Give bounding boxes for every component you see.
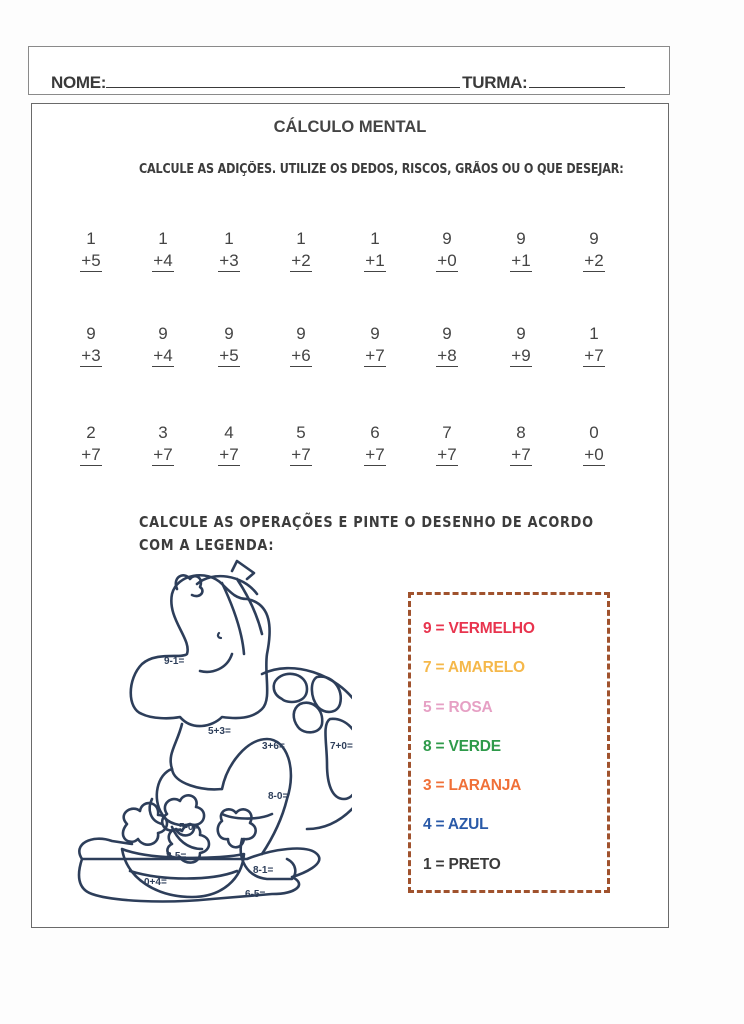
addend-bottom: +0	[584, 445, 604, 464]
op-label: 6-5=	[245, 889, 266, 900]
addition-problem	[209, 228, 249, 272]
addition-problem	[281, 422, 321, 466]
addend-bottom: +7	[584, 346, 604, 365]
op-label: 8-5=	[166, 851, 187, 862]
addition-problem	[209, 422, 249, 466]
addition-problem	[71, 323, 111, 367]
addition-problem	[355, 422, 395, 466]
addition-problem	[427, 323, 467, 367]
addend-bottom: +3	[81, 346, 101, 365]
addend-top: 7	[442, 423, 452, 442]
addition-problem	[143, 422, 183, 466]
legend-item-vermelho: 9 = VERMELHO	[423, 620, 535, 637]
addend-top: 8	[516, 423, 526, 442]
name-line	[51, 72, 625, 93]
worksheet-title: CÁLCULO MENTAL	[273, 118, 427, 136]
addend-bottom: +4	[153, 346, 173, 365]
addend-bottom: +2	[291, 251, 311, 270]
addend-top: 5	[296, 423, 306, 442]
addition-problem	[574, 228, 614, 272]
addition-problem	[427, 228, 467, 272]
op-label: 9-1=	[164, 656, 185, 667]
addend-top: 1	[224, 229, 234, 248]
addition-problem	[281, 228, 321, 272]
addend-top: 1	[370, 229, 380, 248]
addition-problem	[501, 228, 541, 272]
addition-problem	[501, 422, 541, 466]
op-label: 0+4=	[144, 877, 167, 888]
header-box	[28, 46, 670, 95]
legend-item-rosa: 5 = ROSA	[423, 699, 493, 716]
addend-top: 9	[589, 229, 599, 248]
addend-top: 9	[86, 324, 96, 343]
name-label: NOME:	[51, 73, 107, 92]
class-label: TURMA:	[462, 73, 528, 92]
addend-top: 9	[516, 324, 526, 343]
addend-top: 9	[296, 324, 306, 343]
addend-top: 9	[158, 324, 168, 343]
legend-item-azul: 4 = AZUL	[423, 816, 489, 833]
addition-problem	[501, 323, 541, 367]
addend-bottom: +9	[511, 346, 531, 365]
addend-top: 9	[516, 229, 526, 248]
legend-item-amarelo: 7 = AMARELO	[423, 659, 525, 676]
turtle-coloring-drawing[interactable]	[72, 559, 352, 914]
addend-top: 0	[589, 423, 599, 442]
worksheet-box	[31, 103, 669, 928]
addition-problem	[71, 228, 111, 272]
addend-bottom: +7	[437, 445, 457, 464]
addend-top: 9	[442, 229, 452, 248]
addend-top: 9	[442, 324, 452, 343]
addend-top: 4	[224, 423, 234, 442]
addend-bottom: +7	[291, 445, 311, 464]
addition-problem	[574, 323, 614, 367]
addend-bottom: +7	[219, 445, 239, 464]
legend-item-laranja: 3 = LARANJA	[423, 777, 522, 794]
addend-top: 1	[86, 229, 96, 248]
addend-top: 1	[296, 229, 306, 248]
addend-top: 9	[370, 324, 380, 343]
addend-top: 1	[158, 229, 168, 248]
addend-top: 2	[86, 423, 96, 442]
op-label: 3+6=	[262, 741, 285, 752]
addend-bottom: +7	[365, 445, 385, 464]
addend-top: 1	[589, 324, 599, 343]
addition-problem	[143, 228, 183, 272]
legend-item-preto: 1 = PRETO	[423, 856, 501, 873]
name-blank-field[interactable]	[106, 72, 460, 88]
addend-bottom: +1	[511, 251, 531, 270]
op-label: 8-0=	[268, 791, 289, 802]
addend-top: 3	[158, 423, 168, 442]
op-label: 5-0=	[179, 822, 200, 833]
addition-problem	[209, 323, 249, 367]
addition-problem	[71, 422, 111, 466]
addend-bottom: +5	[81, 251, 101, 270]
addition-problem	[574, 422, 614, 466]
addend-bottom: +7	[365, 346, 385, 365]
addend-bottom: +6	[291, 346, 311, 365]
addend-bottom: +8	[437, 346, 457, 365]
op-label: 8-1=	[253, 865, 274, 876]
color-legend-box	[408, 592, 610, 893]
addend-bottom: +2	[584, 251, 604, 270]
addend-bottom: +7	[81, 445, 101, 464]
addend-bottom: +1	[365, 251, 385, 270]
addend-bottom: +0	[437, 251, 457, 270]
addend-top: 6	[370, 423, 380, 442]
addition-problem	[355, 228, 395, 272]
addition-problem	[143, 323, 183, 367]
class-blank-field[interactable]	[529, 72, 625, 88]
legend-item-verde: 8 = VERDE	[423, 738, 501, 755]
addend-bottom: +7	[153, 445, 173, 464]
addition-instruction: CALCULE AS ADIÇÕES. UTILIZE OS DEDOS, RISCOS, GRÃOS OU O QUE DESEJAR:	[139, 162, 624, 177]
addend-bottom: +7	[511, 445, 531, 464]
addend-bottom: +5	[219, 346, 239, 365]
addend-top: 9	[224, 324, 234, 343]
addend-bottom: +3	[219, 251, 239, 270]
op-label: 7+0=	[330, 741, 353, 752]
addend-bottom: +4	[153, 251, 173, 270]
addition-problem	[355, 323, 395, 367]
op-label: 5+3=	[208, 726, 231, 737]
addition-problem	[427, 422, 467, 466]
coloring-instruction: CALCULE AS OPERAÇÕES E PINTE O DESENHO DE ACORDO COM A LEGENDA:	[139, 513, 594, 554]
addition-problem	[281, 323, 321, 367]
